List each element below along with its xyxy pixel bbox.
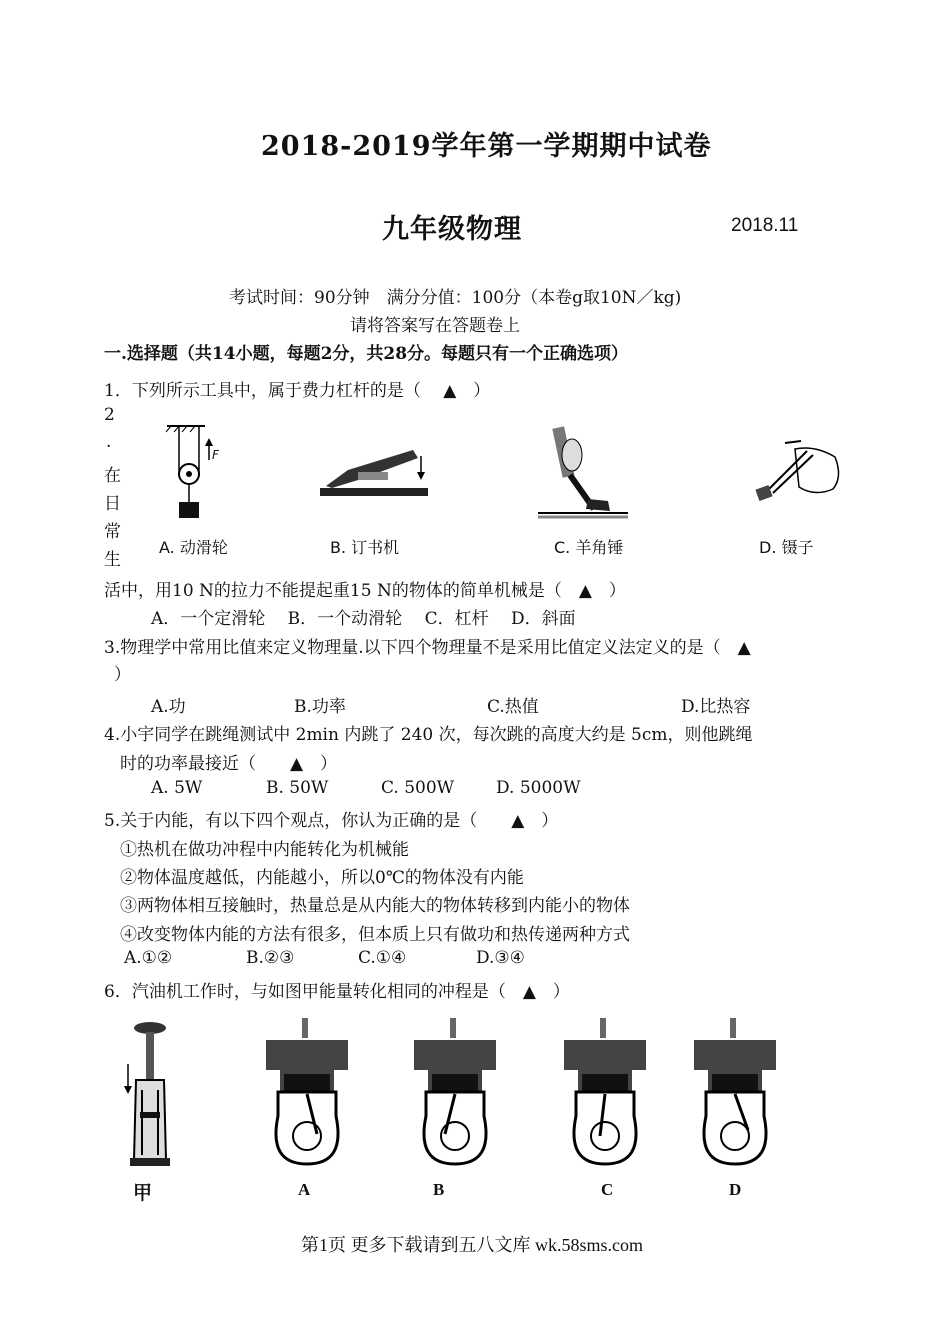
air-pump-figure [120,1020,180,1170]
q4-option-b: B. 50W [266,778,329,798]
exam-title: 2018-2019学年第一学期期中试卷 [261,131,712,162]
q6-label-d: D [729,1180,742,1199]
q1-label-b: B. 订书机 [330,538,400,557]
q5-statement: ④改变物体内能的方法有很多，但本质上只有做功和热传递两种方式 [120,925,630,945]
q3-option-c: C.热值 [487,697,539,717]
section-heading: 一.选择题（共14小题，每题2分，共28分。每题只有一个正确选项） [104,344,629,364]
force-label-f: F [212,448,219,462]
tweezers-figure [755,437,845,512]
q1-label-d: D. 镊子 [759,538,814,557]
q2-num-char: 生 [104,550,121,570]
q3-stem-tail: ） [114,665,131,685]
q1-label-c: C. 羊角锤 [554,538,624,557]
q5-option-d: D.③④ [476,948,525,968]
q6-label-a: A [298,1180,311,1199]
q5-statement: ②物体温度越低，内能越小，所以0℃的物体没有内能 [120,868,524,888]
q5-stem: 5.关于内能，有以下四个观点，你认为正确的是（ ▲ ） [104,811,559,831]
q1-label-a: A. 动滑轮 [159,538,228,557]
q6-stem: 6．汽油机工作时，与如图甲能量转化相同的冲程是（ ▲ ） [104,982,570,1002]
q5-option-c: C.①④ [358,948,407,968]
exam-date: 2018.11 [731,215,799,236]
q6-label-b: B [433,1180,445,1199]
q6-label-c: C [601,1180,614,1199]
claw-hammer-figure [538,425,628,525]
q6-label-jia: 甲 [133,1182,153,1204]
q2-num-char: 在 [104,466,121,486]
q2-num-char: . [106,432,112,452]
q2-num-char: 2 [104,405,115,425]
engine-stroke-d-figure [690,1018,780,1168]
q3-option-b: B.功率 [294,697,346,717]
q5-option-a: A.①② [124,948,173,968]
exam-info: 考试时间：90分钟 满分分值：100分（本卷g取10N／kg) [229,288,682,308]
q2-options: A．一个定滑轮 B．一个动滑轮 C．杠杆 D．斜面 [151,609,576,629]
q4-option-d: D. 5000W [496,778,581,798]
q3-stem: 3.物理学中常用比值来定义物理量.以下四个物理量不是采用比值定义法定义的是（ ▲ [104,638,751,658]
q5-option-b: B.②③ [246,948,295,968]
q1-stem: 1．下列所示工具中，属于费力杠杆的是（ ▲ ） [104,381,491,401]
q4-stem-line2: 时的功率最接近（ ▲ ） [120,754,338,774]
engine-stroke-a-figure [262,1018,352,1168]
q5-statement: ①热机在做功冲程中内能转化为机械能 [120,840,409,860]
stapler-figure [318,440,433,510]
q2-num-char: 日 [104,494,121,514]
instruction: 请将答案写在答题卷上 [350,316,520,336]
subject-title: 九年级物理 [382,214,522,245]
q2-stem: 活中，用10 N的拉力不能提起重15 N的物体的简单机械是（ ▲ ） [104,581,626,601]
engine-stroke-b-figure [410,1018,500,1168]
engine-stroke-c-figure [560,1018,650,1168]
q4-option-a: A. 5W [151,778,203,798]
q3-option-a: A.功 [151,697,186,717]
q5-statement: ③两物体相互接触时，热量总是从内能大的物体转移到内能小的物体 [120,896,630,916]
q2-num-char: 常 [104,522,121,542]
page-footer: 第1页 更多下载请到五八文库 wk.58sms.com [301,1235,643,1255]
q3-option-d: D.比热容 [681,697,751,717]
movable-pulley-figure [165,422,225,522]
q4-option-c: C. 500W [381,778,455,798]
q4-stem: 4.小宇同学在跳绳测试中 2min 内跳了 240 次，每次跳的高度大约是 5cm，则他跳绳 [104,725,753,745]
